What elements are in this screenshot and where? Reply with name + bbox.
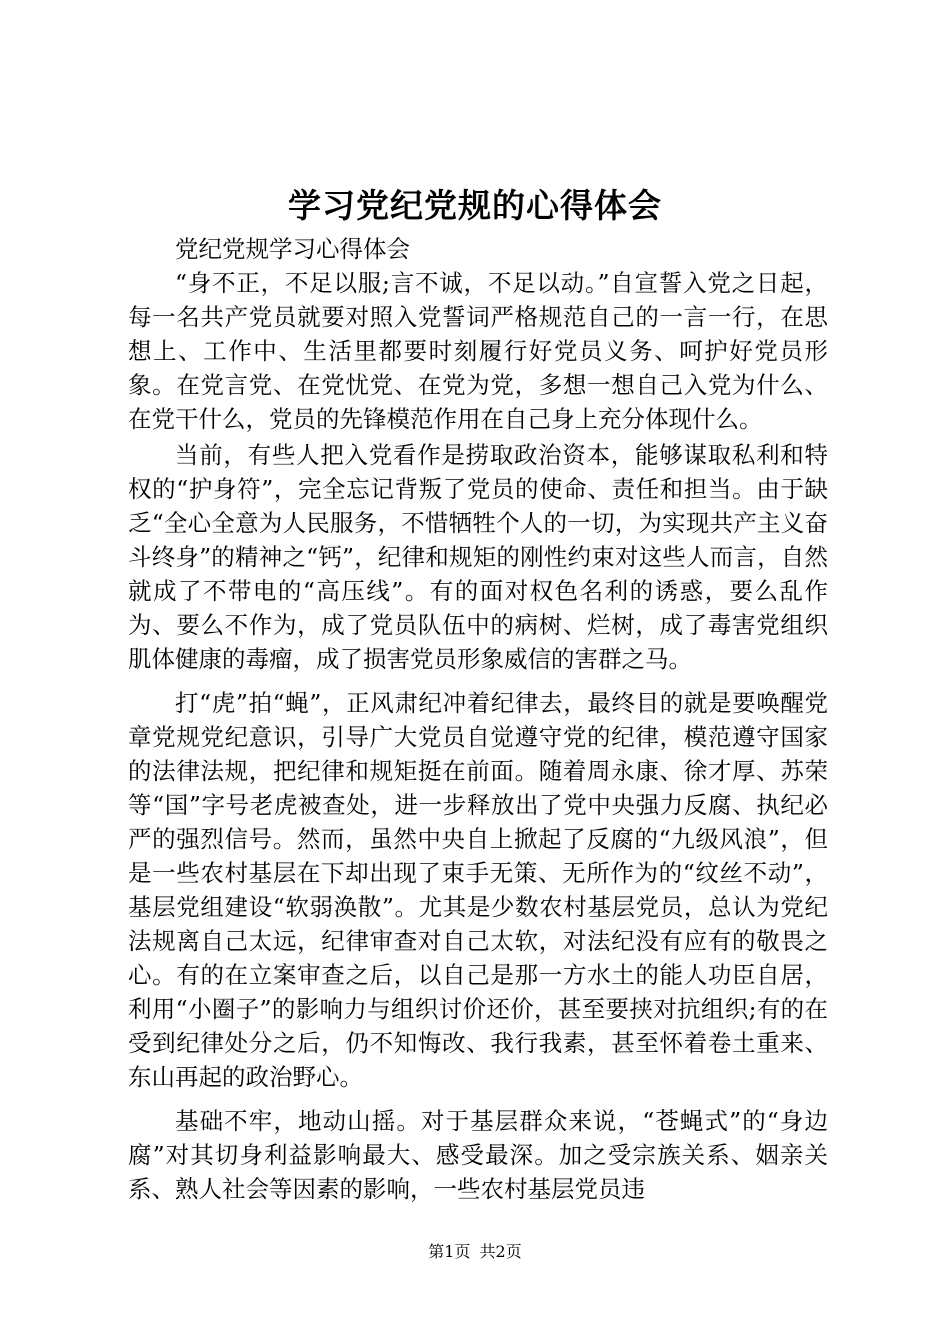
paragraph: 打“虎”拍“蝇”，正风肃纪冲着纪律去，最终目的就是要唤醒党章党规党纪意识，引导广大党员自觉遵守党的纪律，模范遵守国家的法律法规，把纪律和规矩挺在前面。随着周永康、徐才厚、苏荣等“国”字号老虎被查处，进一步释放出了党中央强力反腐、执纪必严的强烈信号。然而，虽然中央自上掀起了反腐的“九级风浪”，但是一些农村基层在下却出现了束手无策、无所作为的“纹丝不动”，基层党组建设“软弱涣散”。尤其是少数农村基层党员，总认为党纪法规离自己太远，纪律审查对自己太软，对法纪没有应有的敬畏之心。有的在立案审查之后，以自己是那一方水土的能人功臣自居，利用“小圈子”的影响力与组织讨价还价，甚至要挟对抗组织;有的在受到纪律处分之后，仍不知悔改、我行我素，甚至怀着卷土重来、东山再起的政治野心。 <box>128 689 828 1091</box>
paragraph: 当前，有些人把入党看作是捞取政治资本，能够谋取私利和特权的“护身符”，完全忘记背叛了党员的使命、责任和担当。由于缺乏“全心全意为人民服务，不惜牺牲个人的一切，为实现共产主义奋斗终身”的精神之“钙”，纪律和规矩的刚性约束对这些人而言，自然就成了不带电的“高压线”。有的面对权色名利的诱惑，要么乱作为、要么不作为，成了党员队伍中的病树、烂树，成了毒害党组织肌体健康的毒瘤，成了损害党员形象威信的害群之马。 <box>128 441 828 673</box>
page-footer <box>0 1241 950 1263</box>
paragraph: 基础不牢，地动山摇。对于基层群众来说，“苍蝇式”的“身边腐”对其切身利益影响最大、感受最深。加之受宗族关系、姻亲关系、熟人社会等因素的影响，一些农村基层党员违 <box>128 1107 828 1203</box>
document-body <box>128 232 828 1206</box>
page-total: 共2页 <box>479 1242 522 1261</box>
document-title: 学习党纪党规的心得体会 <box>288 186 662 225</box>
page-number: 第1页 <box>428 1242 471 1261</box>
paragraph-subtitle: 党纪党规学习心得体会 <box>175 235 410 263</box>
paragraph: “身不正，不足以服;言不诚，不足以动。”自宣誓入党之日起，每一名共产党员就要对照入党誓词严格规范自己的一言一行，在思想上、工作中、生活里都要时刻履行好党员义务、呵护好党员形象。在党言党、在党忧党、在党为党，多想一想自己入党为什么、在党干什么，党员的先锋模范作用在自己身上充分体现什么。 <box>128 269 828 433</box>
